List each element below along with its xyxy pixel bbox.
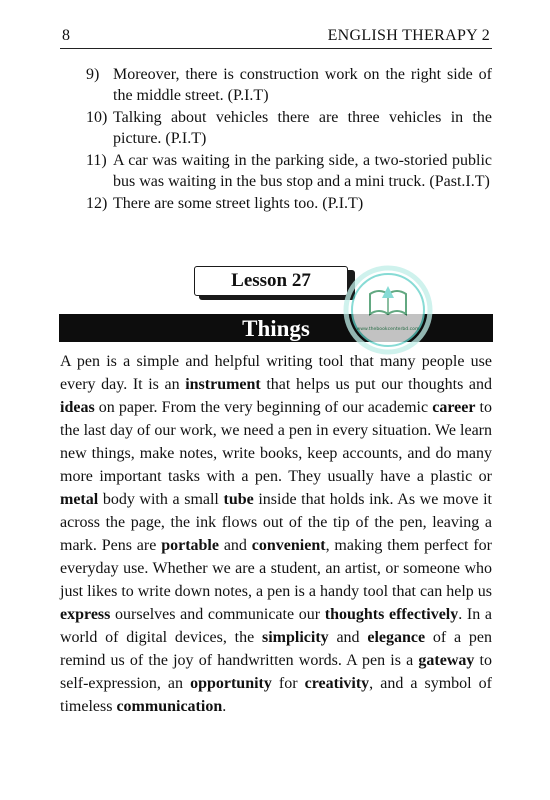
list-item-number: 10) bbox=[86, 109, 108, 126]
lesson-paragraph: A pen is a simple and helpful writing tool that many people use every day. It is an instrument that helps us put our thoughts and ideas on paper. From the very beginning of our academic career to the last day of our work, we need a pen in every situation. We learn new things, make notes, write books, keep accounts, and do many more important tasks with a pen. They usually have a plastic or metal body with a small tube inside that holds ink. As we move it across the page, the ink flows out of the tip of the pen, leaving a mark. Pens are portable and convenient, making them perfect for everyday use. Whether we are a student, an artist, or someone who just likes to write down notes, a pen is a handy tool that can help us express ourselves and communicate our thoughts effectively. In a world of digital devices, the simplicity and elegance of a pen remind us of the joy of handwritten words. A pen is a gateway to self-expression, an opportunity for creativity, and a symbol of timeless communication. bbox=[60, 353, 493, 715]
page-header bbox=[60, 26, 492, 49]
page-number: 8 bbox=[62, 27, 70, 44]
list-item-number: 12) bbox=[86, 195, 108, 212]
bold-term: tube bbox=[223, 491, 254, 508]
list-item-text: A car was waiting in the parking side, a two-storied public bus was waiting in the bus stop and a mini truck. (Past.I.T) bbox=[113, 152, 492, 190]
answer-list bbox=[86, 64, 492, 215]
bold-term: convenient bbox=[251, 537, 326, 554]
bold-term: creativity bbox=[304, 675, 370, 692]
list-item-text: There are some street lights too. (P.I.T) bbox=[113, 195, 364, 212]
lesson-label: Lesson 27 bbox=[194, 266, 348, 296]
bold-term: opportunity bbox=[190, 675, 272, 692]
bold-term: express bbox=[60, 606, 111, 623]
bold-term: portable bbox=[161, 537, 219, 554]
watermark-url: www.thebookcenterbd.com bbox=[356, 327, 420, 332]
list-item bbox=[86, 107, 492, 149]
bold-term: communication bbox=[116, 698, 223, 715]
list-item bbox=[86, 193, 492, 214]
watermark-logo-icon bbox=[342, 264, 434, 356]
bold-term: instrument bbox=[185, 376, 261, 393]
bold-term: thoughts effectively bbox=[324, 606, 459, 623]
list-item bbox=[86, 150, 492, 192]
lesson-title: Things bbox=[59, 314, 493, 342]
bold-term: metal bbox=[60, 491, 99, 508]
bold-term: simplicity bbox=[262, 629, 329, 646]
list-item-text: Talking about vehicles there are three vehicles in the picture. (P.I.T) bbox=[113, 109, 492, 147]
bold-term: career bbox=[432, 399, 476, 416]
bold-term: gateway bbox=[418, 652, 475, 669]
list-item-number: 11) bbox=[86, 152, 107, 169]
list-item-number: 9) bbox=[86, 66, 100, 83]
list-item-text: Moreover, there is construction work on the right side of the middle street. (P.I.T) bbox=[113, 66, 492, 104]
book-title: ENGLISH THERAPY 2 bbox=[327, 27, 490, 44]
list-item bbox=[86, 64, 492, 106]
bold-term: elegance bbox=[367, 629, 426, 646]
bold-term: ideas bbox=[60, 399, 95, 416]
